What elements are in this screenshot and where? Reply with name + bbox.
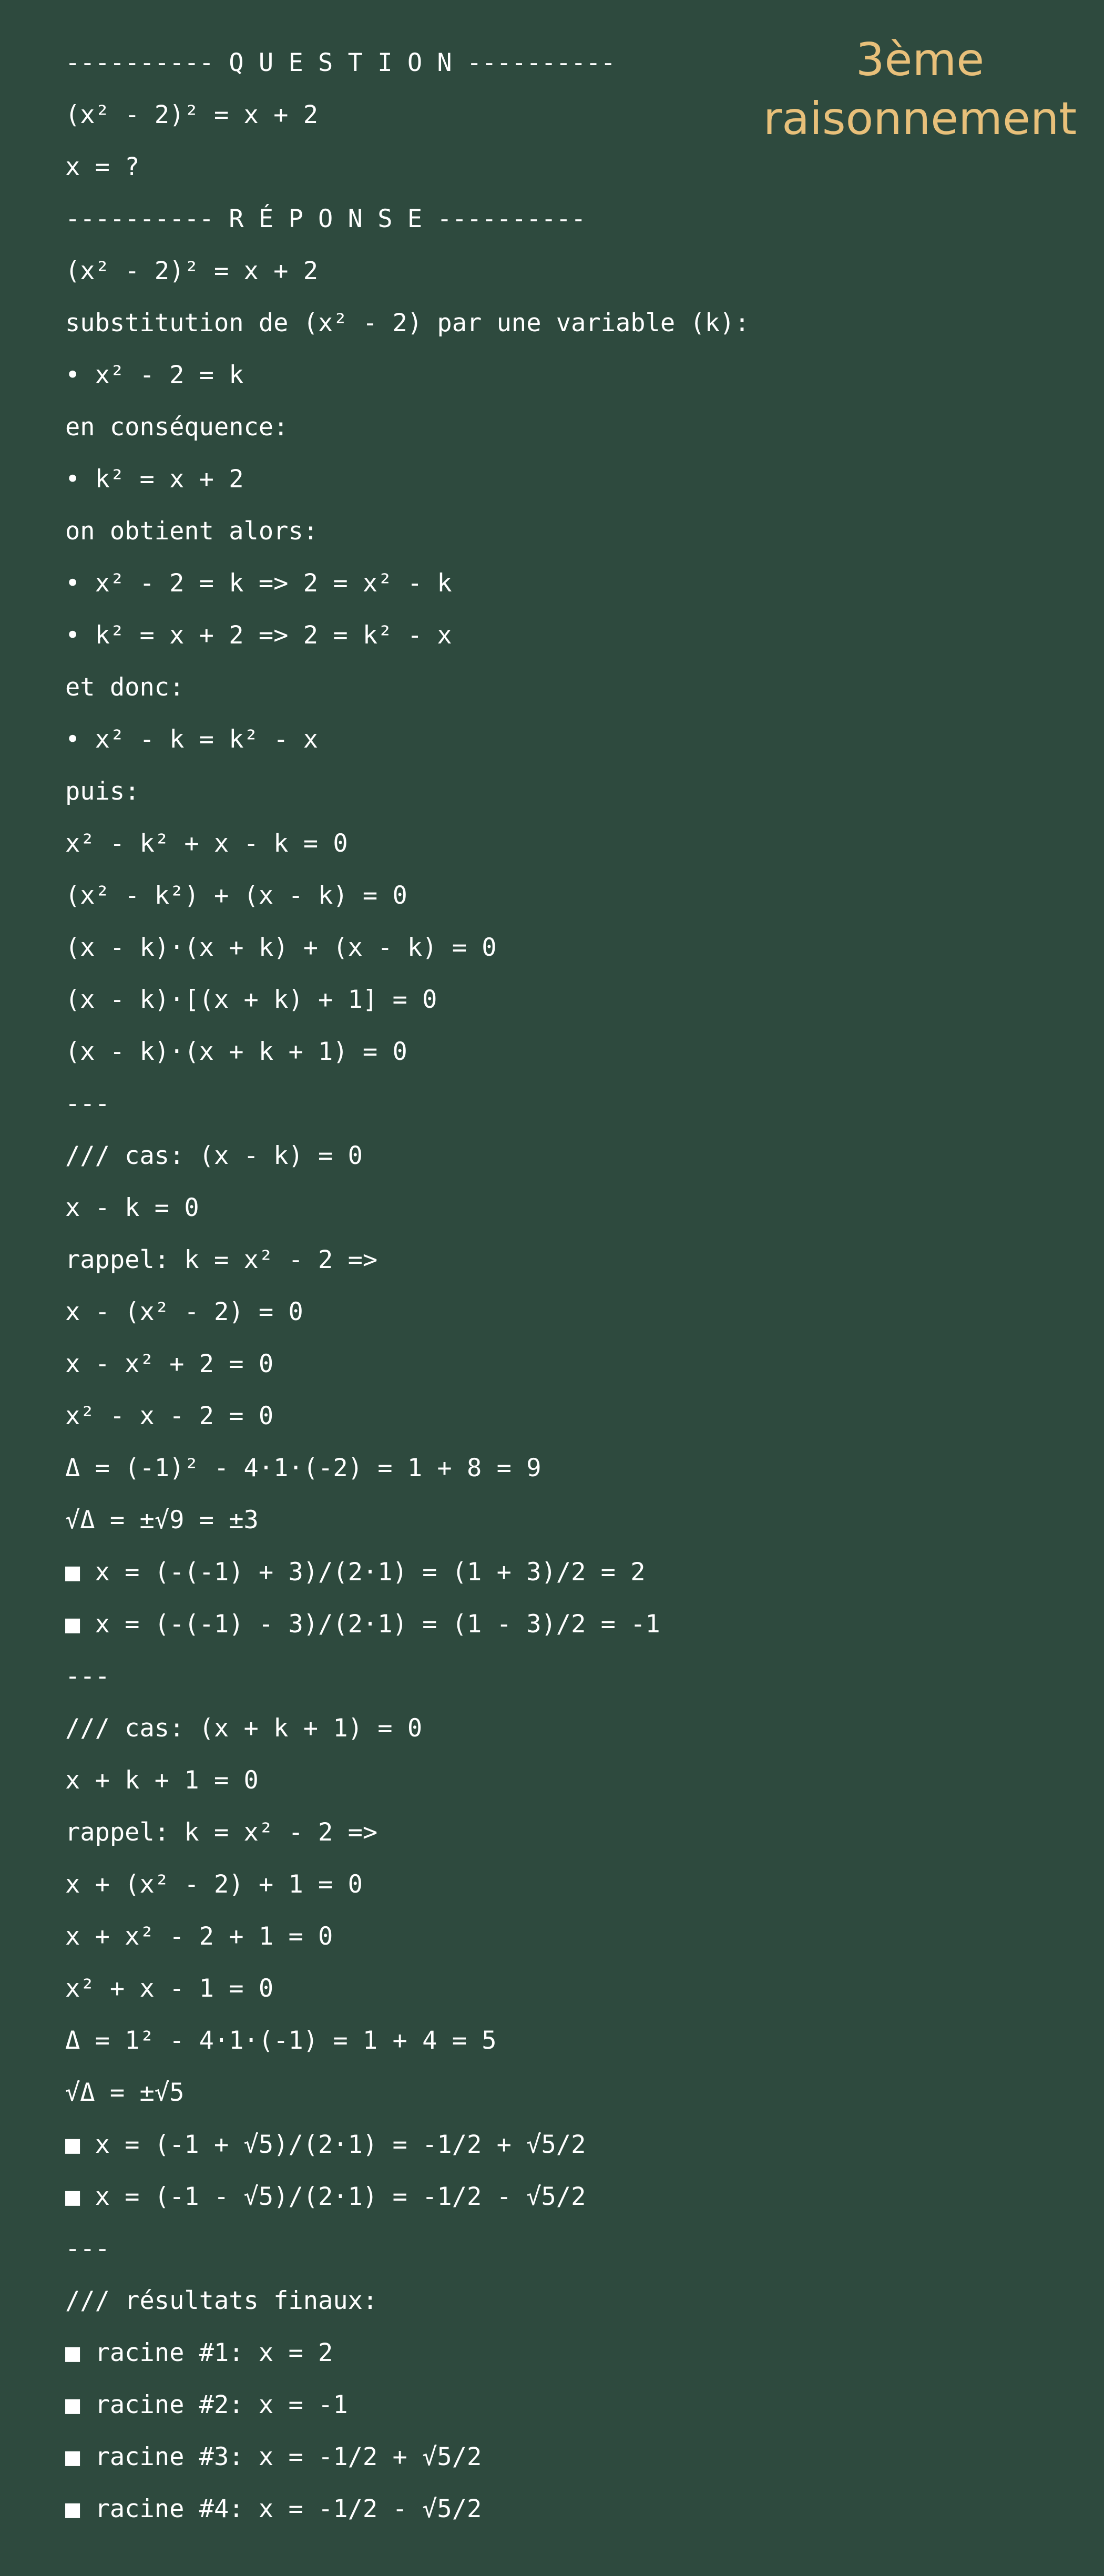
text-line: substitution de (x² - 2) par une variable (k): bbox=[65, 309, 750, 338]
text-line: ■ racine #1: x = 2 bbox=[65, 2338, 333, 2367]
text-line: Δ = 1² - 4·1·(-1) = 1 + 4 = 5 bbox=[65, 2026, 497, 2055]
page-title-line-1: 3ème bbox=[855, 34, 985, 86]
page-title bbox=[731, 30, 1104, 148]
text-line: x - (x² - 2) = 0 bbox=[65, 1297, 303, 1326]
text-line: ■ x = (-1 - √5)/(2·1) = -1/2 - √5/2 bbox=[65, 2182, 586, 2211]
text-line: x + x² - 2 + 1 = 0 bbox=[65, 1922, 333, 1951]
text-line: √Δ = ±√9 = ±3 bbox=[65, 1506, 259, 1535]
text-line: ---------- Q U E S T I O N ---------- bbox=[65, 48, 616, 77]
text-line: x² - k² + x - k = 0 bbox=[65, 829, 348, 858]
text-line: --- bbox=[65, 1089, 110, 1118]
text-line: rappel: k = x² - 2 => bbox=[65, 1818, 378, 1847]
math-working-lines bbox=[65, 37, 750, 2535]
text-line: • k² = x + 2 bbox=[65, 465, 244, 494]
text-line: (x² - 2)² = x + 2 bbox=[65, 100, 319, 129]
text-line: et donc: bbox=[65, 673, 185, 702]
text-line: ■ x = (-(-1) - 3)/(2·1) = (1 - 3)/2 = -1 bbox=[65, 1610, 660, 1639]
text-line: • x² - 2 = k => 2 = x² - k bbox=[65, 569, 452, 598]
text-line: Δ = (-1)² - 4·1·(-2) = 1 + 8 = 9 bbox=[65, 1454, 541, 1483]
text-line: (x² - 2)² = x + 2 bbox=[65, 257, 319, 285]
text-line: /// cas: (x - k) = 0 bbox=[65, 1141, 363, 1170]
text-line: x - x² + 2 = 0 bbox=[65, 1350, 274, 1378]
text-line: ■ racine #4: x = -1/2 - √5/2 bbox=[65, 2495, 482, 2523]
page-title-line-2: raisonnement bbox=[763, 93, 1077, 145]
text-line: (x - k)·[(x + k) + 1] = 0 bbox=[65, 985, 437, 1014]
text-line: x - k = 0 bbox=[65, 1193, 199, 1222]
text-line: (x - k)·(x + k) + (x - k) = 0 bbox=[65, 933, 497, 962]
text-line: (x - k)·(x + k + 1) = 0 bbox=[65, 1037, 407, 1066]
text-line: • x² - 2 = k bbox=[65, 361, 244, 390]
text-line: on obtient alors: bbox=[65, 517, 319, 546]
text-line: /// cas: (x + k + 1) = 0 bbox=[65, 1714, 423, 1743]
text-line: --- bbox=[65, 2234, 110, 2263]
text-line: ■ racine #2: x = -1 bbox=[65, 2390, 348, 2419]
text-line: √Δ = ±√5 bbox=[65, 2078, 185, 2107]
text-line: x + k + 1 = 0 bbox=[65, 1766, 259, 1795]
text-line: • k² = x + 2 => 2 = k² - x bbox=[65, 621, 452, 650]
text-line: ---------- R É P O N S E ---------- bbox=[65, 205, 586, 233]
text-line: • x² - k = k² - x bbox=[65, 725, 319, 754]
text-line: ■ racine #3: x = -1/2 + √5/2 bbox=[65, 2442, 482, 2471]
text-line: /// résultats finaux: bbox=[65, 2286, 378, 2315]
text-line: x + (x² - 2) + 1 = 0 bbox=[65, 1870, 363, 1899]
text-line: puis: bbox=[65, 777, 140, 806]
text-line: x² - x - 2 = 0 bbox=[65, 1402, 274, 1430]
text-line: (x² - k²) + (x - k) = 0 bbox=[65, 881, 407, 910]
text-line: en conséquence: bbox=[65, 413, 289, 442]
text-line: ■ x = (-1 + √5)/(2·1) = -1/2 + √5/2 bbox=[65, 2130, 586, 2159]
text-line: --- bbox=[65, 1662, 110, 1691]
text-line: x = ? bbox=[65, 152, 140, 181]
text-line: rappel: k = x² - 2 => bbox=[65, 1245, 378, 1274]
text-line: x² + x - 1 = 0 bbox=[65, 1974, 274, 2003]
text-line: ■ x = (-(-1) + 3)/(2·1) = (1 + 3)/2 = 2 bbox=[65, 1558, 646, 1587]
